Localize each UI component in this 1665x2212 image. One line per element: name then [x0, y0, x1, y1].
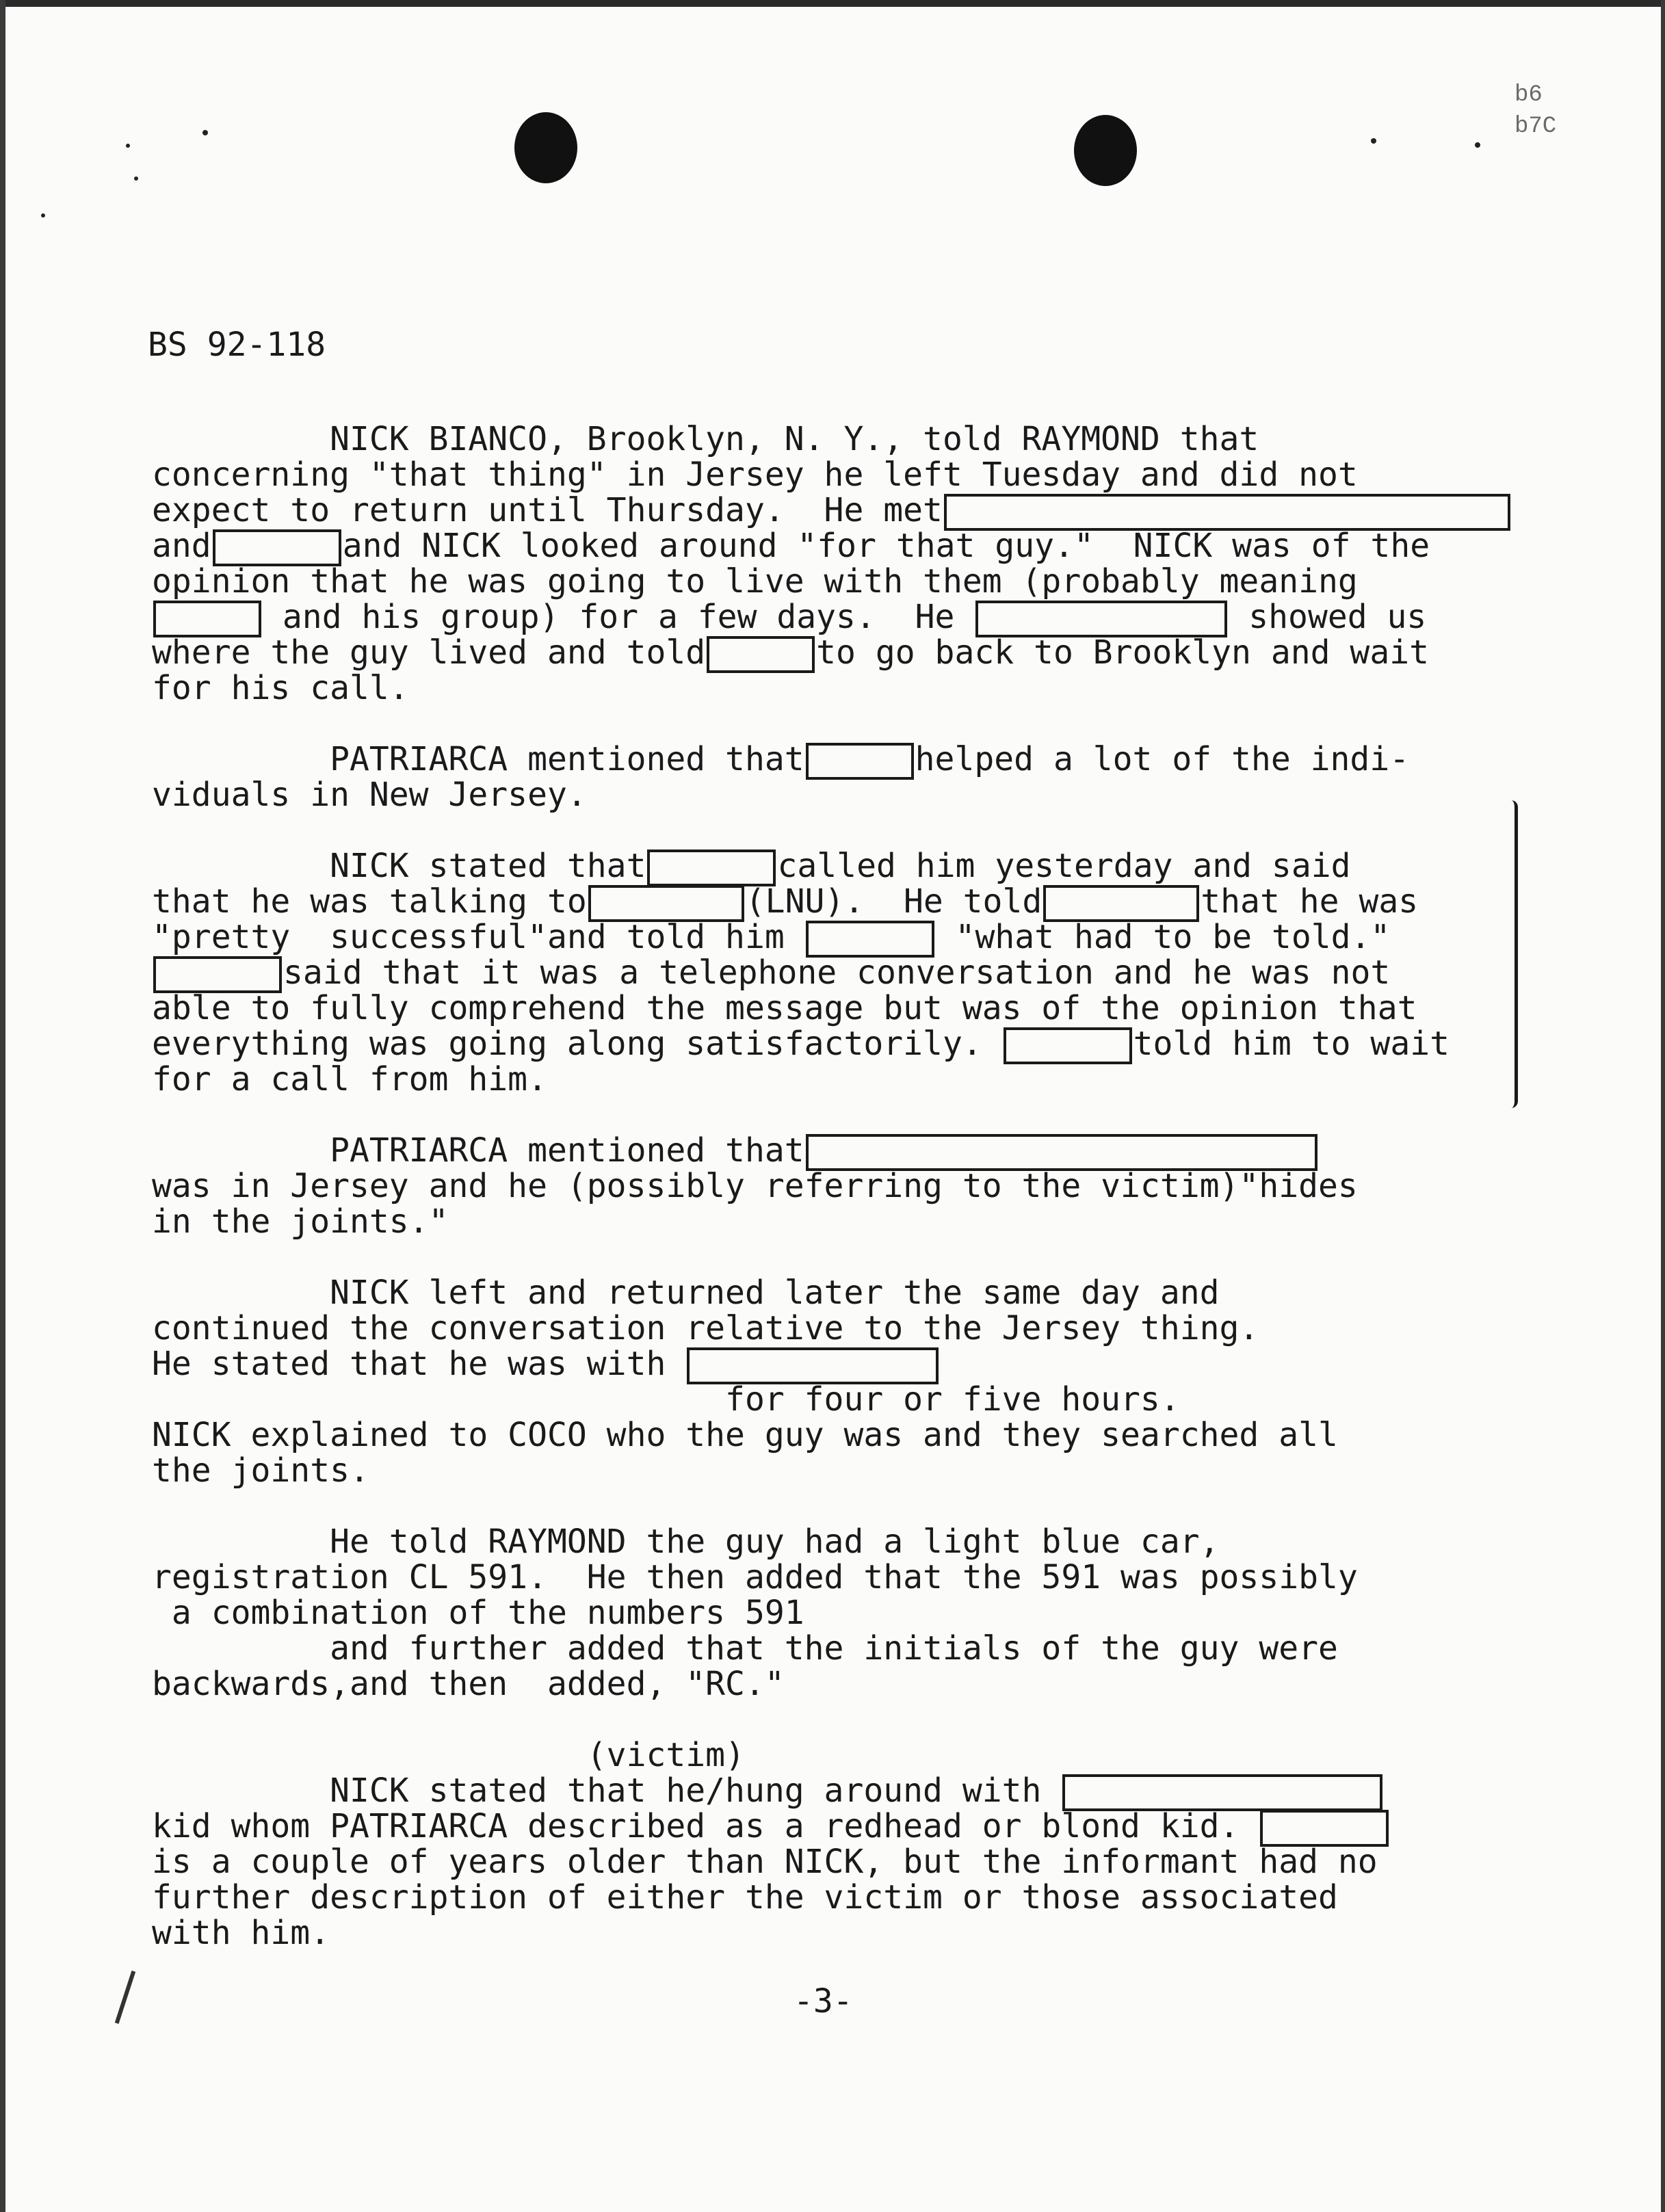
text-line	[152, 1311, 1520, 1346]
text-segment: (LNU). He told	[745, 882, 1043, 921]
text-line	[152, 955, 1520, 990]
text-line	[152, 1062, 1520, 1097]
paragraph	[152, 741, 1520, 813]
text-segment: NICK left and returned later the same day and	[152, 1274, 1220, 1312]
text-segment: showed us	[1229, 598, 1427, 636]
redaction-box	[975, 601, 1227, 637]
text-segment: called him yesterday and said	[777, 847, 1351, 885]
text-segment: (victim)	[152, 1736, 745, 1774]
text-line	[152, 884, 1520, 919]
text-segment: further description of either the victim or those associated	[152, 1878, 1338, 1917]
redaction-box	[944, 494, 1510, 531]
text-segment: "what had to be told."	[935, 918, 1391, 956]
document-body	[152, 421, 1520, 1986]
text-line	[152, 1773, 1520, 1808]
text-segment: a combination of the numbers 591	[152, 1594, 804, 1632]
paragraph	[152, 1524, 1520, 1702]
text-segment: NICK stated that he/hung around with	[152, 1772, 1062, 1810]
redaction-box	[647, 850, 776, 886]
text-line	[152, 1275, 1520, 1311]
redaction-box	[588, 885, 744, 922]
text-line	[152, 990, 1520, 1026]
pen-mark	[115, 1971, 135, 2024]
text-segment: that he was	[1201, 882, 1419, 921]
paragraph	[152, 1275, 1520, 1488]
exemption-code: b7C	[1515, 114, 1557, 140]
text-segment: in the joints."	[152, 1202, 449, 1241]
text-line	[152, 599, 1520, 635]
redaction-box	[806, 1134, 1317, 1171]
page-number: -3-	[794, 1982, 853, 2020]
text-segment: NICK explained to COCO who the guy was and they searched all	[152, 1416, 1338, 1454]
text-segment: kid whom PATRIARCA described as a redhead or blond kid.	[152, 1807, 1259, 1845]
text-segment: with him.	[152, 1914, 330, 1952]
text-line	[152, 1133, 1520, 1168]
text-segment: and NICK looked around "for that guy." NICK was of the	[342, 527, 1430, 565]
text-segment: for his call.	[152, 669, 409, 707]
text-line	[152, 1168, 1520, 1204]
redaction-box	[1004, 1027, 1132, 1064]
text-line	[152, 1453, 1520, 1488]
text-line	[152, 1346, 1520, 1382]
text-line	[152, 1631, 1520, 1666]
text-segment: backwards,and then added, "RC."	[152, 1665, 785, 1703]
text-line	[152, 1559, 1520, 1595]
text-line	[152, 1666, 1520, 1702]
text-line	[152, 670, 1520, 706]
text-line	[152, 1595, 1520, 1631]
text-segment: and further added that the initials of the guy were	[152, 1629, 1338, 1668]
text-line	[152, 777, 1520, 813]
paragraph	[152, 1133, 1520, 1239]
redaction-box	[1062, 1774, 1382, 1811]
text-segment: NICK BIANCO, Brooklyn, N. Y., told RAYMOND that	[152, 420, 1259, 458]
text-line	[152, 492, 1520, 528]
scan-edge-left	[0, 0, 5, 2212]
foia-exemption-codes	[1515, 79, 1556, 142]
text-line	[152, 1880, 1520, 1915]
text-segment: opinion that he was going to live with them (probably meaning	[152, 562, 1358, 601]
scan-speck	[134, 176, 138, 181]
punch-hole-left	[514, 112, 577, 183]
text-line	[152, 1737, 1520, 1773]
text-segment: the joints.	[152, 1451, 369, 1490]
text-line	[152, 457, 1520, 492]
text-segment: was in Jersey and he (possibly referring to the victim)"hides	[152, 1167, 1358, 1205]
scan-edge-top	[0, 0, 1665, 7]
scan-speck	[41, 213, 45, 218]
text-segment: for a call from him.	[152, 1060, 547, 1098]
text-line	[152, 635, 1520, 670]
text-segment: He stated that he was with	[152, 1345, 686, 1383]
text-segment: told him to wait	[1133, 1025, 1450, 1063]
punch-hole-right	[1074, 115, 1137, 186]
redaction-box	[1260, 1810, 1389, 1847]
text-line	[152, 1808, 1520, 1844]
paragraph	[152, 1737, 1520, 1951]
text-line	[152, 1844, 1520, 1880]
redaction-box	[153, 601, 261, 637]
text-segment: NICK stated that	[152, 847, 646, 885]
text-line	[152, 1417, 1520, 1453]
redaction-box	[806, 743, 914, 780]
text-line	[152, 848, 1520, 884]
text-line	[152, 564, 1520, 599]
scan-speck	[1475, 142, 1480, 148]
redaction-box	[687, 1347, 939, 1384]
redaction-box	[806, 921, 934, 958]
redaction-box	[707, 636, 815, 673]
paragraph	[152, 421, 1520, 706]
text-segment: PATRIARCA mentioned that	[152, 1131, 804, 1170]
paragraph	[152, 848, 1520, 1097]
text-segment: and his group) for a few days. He	[263, 598, 975, 636]
text-segment: is a couple of years older than NICK, but the informant had no	[152, 1843, 1378, 1881]
margin-bracket-mark	[1502, 800, 1518, 1108]
text-segment: where the guy lived and told	[152, 633, 706, 672]
text-segment: that he was talking to	[152, 882, 587, 921]
text-segment: said that it was a telephone conversation and he was not	[283, 953, 1391, 992]
text-segment: expect to return until Thursday. He met	[152, 491, 943, 529]
text-segment: registration CL 591. He then added that the 591 was possibly	[152, 1558, 1358, 1596]
text-segment: able to fully comprehend the message but was of the opinion that	[152, 989, 1417, 1027]
text-segment: and	[152, 527, 211, 565]
redaction-box	[213, 529, 341, 566]
text-segment: He told RAYMOND the guy had a light blue car,	[152, 1523, 1220, 1561]
text-segment: to go back to Brooklyn and wait	[816, 633, 1430, 672]
text-line	[152, 1524, 1520, 1559]
text-line	[152, 741, 1520, 777]
redaction-box	[1043, 885, 1199, 922]
text-segment: for four or five hours.	[152, 1380, 1180, 1419]
text-segment: concerning "that thing" in Jersey he left Tuesday and did not	[152, 456, 1358, 494]
scan-edge-right	[1661, 0, 1665, 2212]
text-line	[152, 421, 1520, 457]
text-line	[152, 1204, 1520, 1239]
file-number: BS 92-118	[148, 326, 326, 364]
text-line	[152, 1915, 1520, 1951]
text-line	[152, 1382, 1520, 1417]
text-line	[152, 919, 1520, 955]
text-segment: "pretty successful"and told him	[152, 918, 804, 956]
redaction-box	[153, 956, 282, 993]
text-segment: PATRIARCA mentioned that	[152, 740, 804, 778]
text-segment: continued the conversation relative to the Jersey thing.	[152, 1309, 1259, 1347]
scan-speck	[1371, 138, 1376, 144]
scan-speck	[126, 144, 130, 148]
text-segment: helped a lot of the indi-	[915, 740, 1410, 778]
text-line	[152, 528, 1520, 564]
text-segment: viduals in New Jersey.	[152, 776, 587, 814]
text-segment: everything was going along satisfactorily.	[152, 1025, 1002, 1063]
text-line	[152, 1026, 1520, 1062]
scan-speck	[202, 130, 208, 135]
exemption-code: b6	[1515, 82, 1543, 108]
